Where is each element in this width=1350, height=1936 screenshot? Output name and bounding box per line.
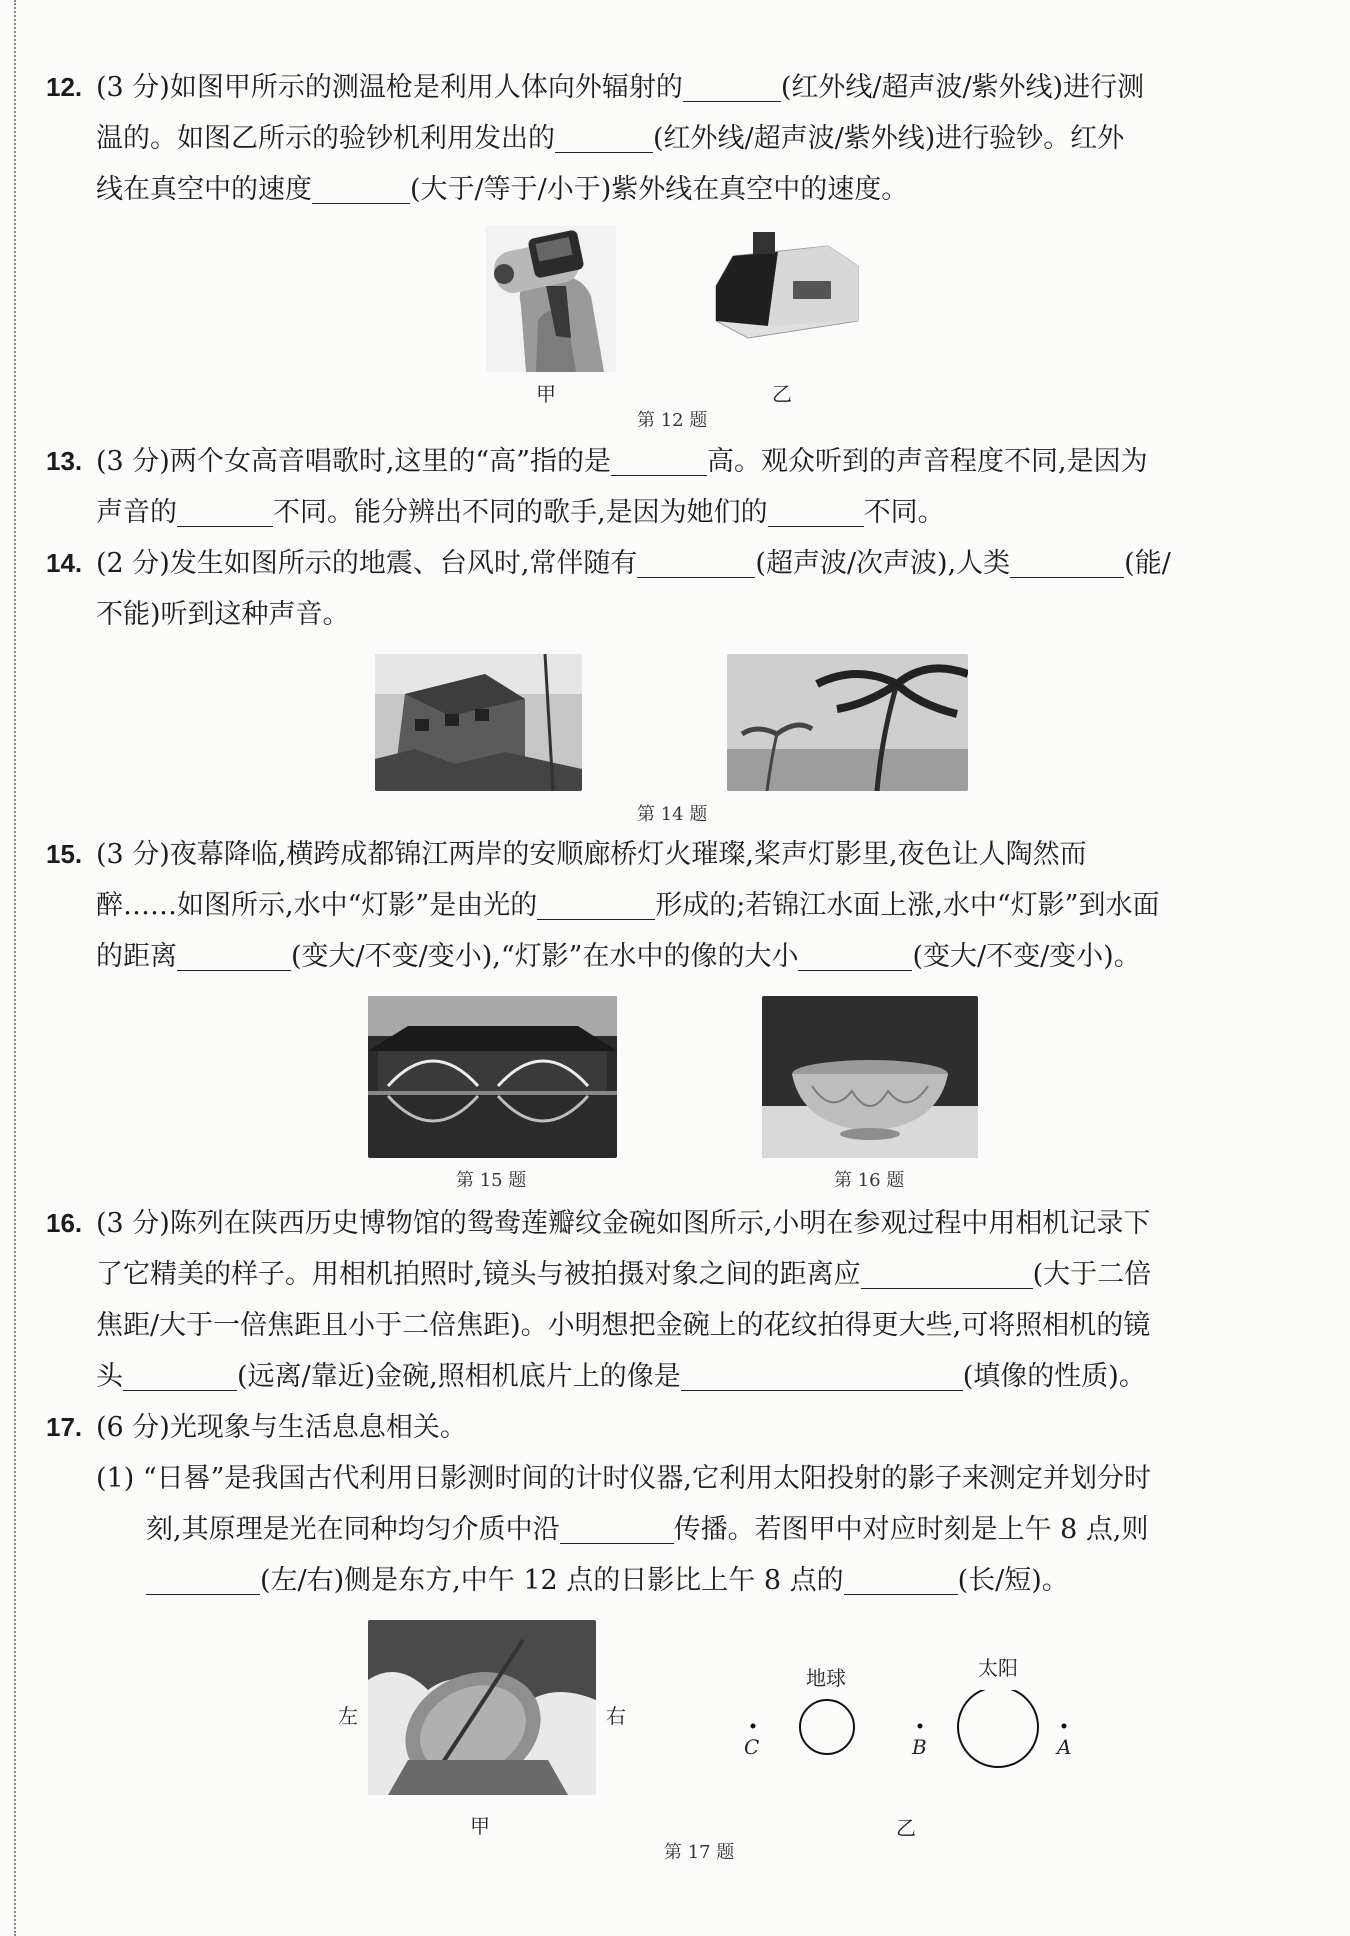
question-12: 12. (3 分)如图甲所示的测温枪是利用人体向外辐射的 (红外线/超声波/紫外线)进行测 温的。如图乙所示的验钞机利用发出的 (红外线/超声波/紫外线)进行验钞。红外 线在真空中的速度 (大于/等于/小于)紫外线在真空中的速度。 (46, 62, 1276, 215)
answer-blank[interactable] (1010, 543, 1124, 578)
answer-blank[interactable] (537, 885, 655, 920)
question-number: 14. (46, 548, 83, 578)
question-number: 16. (46, 1208, 83, 1238)
point-c-label: C (744, 1735, 760, 1759)
question-number: 13. (46, 446, 83, 476)
answer-blank[interactable] (555, 118, 653, 153)
sun-label: 太阳 (978, 1656, 1018, 1680)
point-a-label: A (1057, 1735, 1072, 1759)
question-number: 17. (46, 1412, 83, 1442)
golden-bowl-photo (762, 996, 978, 1158)
figure-label-jia: 甲 (536, 382, 556, 406)
figure-caption: 第 15 题 (456, 1170, 527, 1191)
figure-caption: 第 12 题 (637, 410, 708, 431)
answer-blank[interactable] (560, 1509, 674, 1544)
figure-label-yi: 乙 (896, 1816, 916, 1840)
answer-blank[interactable] (611, 441, 707, 476)
question-13: 13. (3 分)两个女高音唱歌时,这里的“高”指的是 高。观众听到的声音程度不同,是因为 声音的 不同。能分辨出不同的歌手,是因为她们的 不同。 (46, 436, 1276, 538)
answer-blank[interactable] (683, 67, 781, 102)
money-detector-photo (708, 226, 863, 344)
sun-circle (958, 1690, 1038, 1767)
figure-caption: 第 17 题 (664, 1842, 735, 1863)
point-b-dot (918, 1724, 923, 1729)
binding-margin-line (14, 0, 16, 1936)
point-b-label: B (912, 1735, 927, 1759)
question-number: 15. (46, 839, 83, 869)
point-c-dot (751, 1724, 756, 1729)
answer-blank[interactable] (768, 492, 864, 527)
answer-blank[interactable] (681, 1356, 963, 1391)
earth-sun-diagram (730, 1690, 1090, 1790)
answer-blank[interactable] (177, 936, 291, 971)
answer-blank[interactable] (637, 543, 755, 578)
left-side-label: 左 (338, 1704, 358, 1728)
answer-blank[interactable] (177, 492, 273, 527)
answer-blank[interactable] (798, 936, 912, 971)
thermometer-gun-photo (486, 226, 616, 372)
bridge-photo (368, 996, 617, 1158)
earth-circle (800, 1700, 854, 1754)
answer-blank[interactable] (844, 1560, 958, 1595)
question-17: 17. (6 分)光现象与生活息息相关。 (1) “日晷”是我国古代利用日影测时间的计时仪器,它利用太阳投射的影子来测定并划分时 刻,其原理是光在同种均匀介质中沿 传播。若图甲中对应时刻是上午 8 点,则 (左/右)侧是东方,中午 12 点的日影比上午 8 点的 (长/短)。 (46, 1402, 1276, 1606)
answer-blank[interactable] (312, 169, 410, 204)
earthquake-photo (375, 654, 582, 791)
question-14: 14. (2 分)发生如图所示的地震、台风时,常伴随有 (超声波/次声波),人类 (能/ 不能)听到这种声音。 (46, 538, 1276, 640)
answer-blank[interactable] (123, 1356, 237, 1391)
figure-label-yi: 乙 (772, 382, 792, 406)
figure-caption: 第 16 题 (834, 1170, 905, 1191)
question-number: 12. (46, 72, 83, 102)
question-16: 16. (3 分)陈列在陕西历史博物馆的鸳鸯莲瓣纹金碗如图所示,小明在参观过程中用相机记录下 了它精美的样子。用相机拍照时,镜头与被拍摄对象之间的距离应 (大于二倍 焦距/大于一倍焦距且小于二倍焦距)。小明想把金碗上的花纹拍得更大些,可将照相机的镜 头 (远离/靠近)金碗,照相机底片上的像是 (填像的性质)。 (46, 1198, 1276, 1402)
answer-blank[interactable] (861, 1254, 1033, 1289)
answer-blank[interactable] (146, 1560, 260, 1595)
earth-label: 地球 (806, 1666, 846, 1690)
figure-label-jia: 甲 (470, 1814, 490, 1838)
right-side-label: 右 (606, 1704, 626, 1728)
question-15: 15. (3 分)夜幕降临,横跨成都锦江两岸的安顺廊桥灯火璀璨,桨声灯影里,夜色让人陶然而 醉……如图所示,水中“灯影”是由光的 形成的;若锦江水面上涨,水中“灯影”到水面 的距离 (变大/不变/变小),“灯影”在水中的像的大小 (变大/不变/变小)。 (46, 829, 1276, 982)
figure-caption: 第 14 题 (637, 804, 708, 825)
sundial-photo (368, 1620, 596, 1795)
point-a-dot (1062, 1724, 1067, 1729)
typhoon-photo (727, 654, 968, 791)
